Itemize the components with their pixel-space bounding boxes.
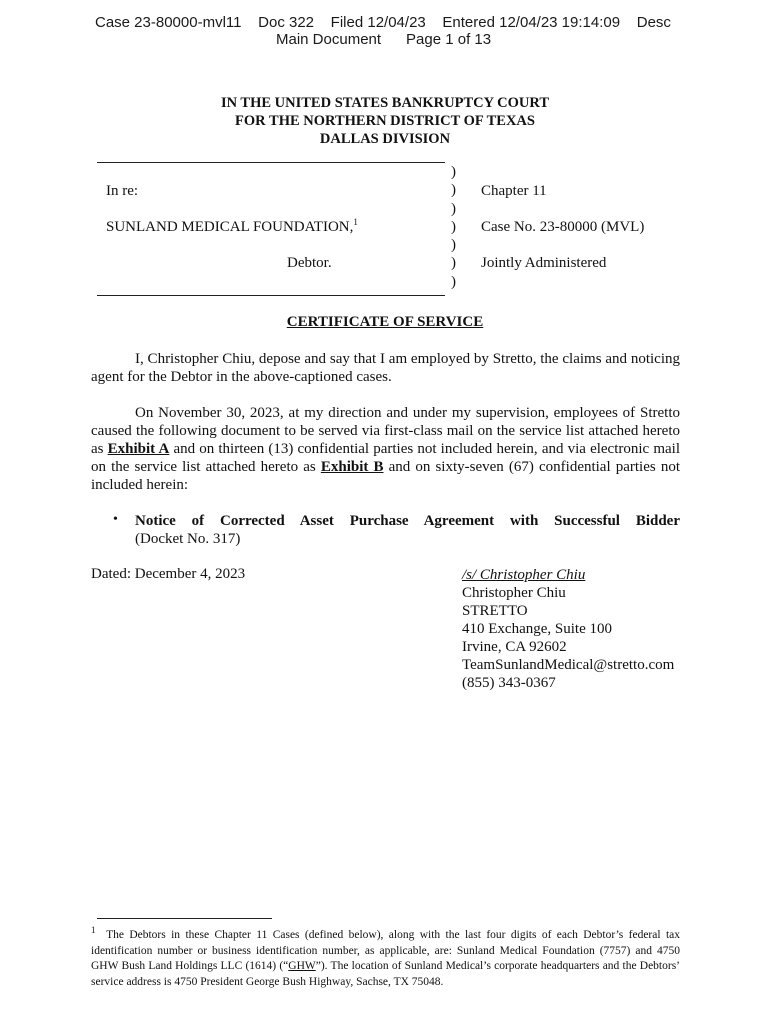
signer-address-line2: Irvine, CA 92602 (462, 639, 567, 655)
paragraph-1 (91, 350, 680, 386)
caption-chapter: Chapter 11 (481, 183, 547, 199)
caption-case-number: Case No. 23-80000 (MVL) (481, 219, 645, 235)
served-document-docket: (Docket No. 317) (135, 531, 241, 547)
bullet-icon: • (113, 512, 118, 527)
ecf-header-line1: Case 23-80000-mvl11 Doc 322 Filed 12/04/23 Entered 12/04/23 19:14:09 Desc (95, 14, 671, 31)
signer-company: STRETTO (462, 603, 528, 619)
debtor-name-text: SUNLAND MEDICAL FOUNDATION, (106, 219, 354, 235)
caption-paren: ) (451, 164, 456, 180)
court-heading-line3: DALLAS DIVISION (319, 131, 451, 147)
caption-paren-column (451, 163, 463, 291)
footnote (91, 925, 681, 990)
caption-top-rule (97, 162, 445, 163)
caption-in-re: In re: (106, 183, 139, 199)
signer-phone: (855) 343-0367 (462, 675, 556, 691)
footnote-marker: 1 (91, 925, 96, 936)
ecf-header-line2: Main Document Page 1 of 13 (276, 31, 492, 48)
served-document-title: Notice of Corrected Asset Purchase Agreement with Successful Bidder (135, 513, 680, 529)
court-heading-line2: FOR THE NORTHERN DISTRICT OF TEXAS (235, 113, 535, 129)
paragraph-2-part2: and on thirteen (13) confidential parties not included herein, and via electronic mail on the service list attached hereto as (91, 441, 680, 475)
signature-block (462, 566, 674, 692)
paragraph-2-part1: On November 30, 2023, at my direction and under my supervision, employees of Stretto caused the following document to be served via first-class mail on the service list attached hereto as (91, 405, 680, 457)
footnote-separator (97, 918, 272, 919)
paragraph-1-text: I, Christopher Chiu, depose and say that I am employed by Stretto, the claims and noticing agent for the Debtor in the above-captioned cases. (91, 351, 680, 385)
paragraph-2-part3: and on sixty-seven (67) confidential parties not included herein: (91, 459, 680, 493)
paragraph-2 (91, 404, 680, 494)
court-heading-line1: IN THE UNITED STATES BANKRUPTCY COURT (220, 95, 550, 111)
footnote-ref-marker: 1 (353, 217, 358, 227)
signer-email: TeamSunlandMedical@stretto.com (462, 657, 675, 673)
caption-paren: ) (451, 273, 456, 290)
exhibit-a-reference: Exhibit A (107, 441, 170, 457)
caption-paren: ) (451, 218, 456, 235)
signer-address-line1: 410 Exchange, Suite 100 (462, 621, 612, 637)
footnote-part1: The Debtors in these Chapter 11 Cases (defined below), along with the last four digits of each Debtor’s federal tax identification number or business identification number, as applicable, are: Sunland Medical Foundation (7757) and 4750 GHW Bush Land Holdings LLC (1614) (“ (91, 929, 680, 972)
caption-debtor-label: Debtor. (287, 255, 332, 271)
caption-paren: ) (451, 182, 456, 199)
caption-administration: Jointly Administered (481, 255, 607, 271)
caption-bottom-rule (97, 295, 445, 296)
dated-line: Dated: December 4, 2023 (91, 566, 246, 582)
footnote-ghw-term: GHW (288, 960, 316, 972)
signer-name: Christopher Chiu (462, 585, 566, 601)
caption-paren: ) (451, 237, 456, 254)
exhibit-b-reference: Exhibit B (320, 459, 384, 475)
document-title: CERTIFICATE OF SERVICE (286, 314, 484, 330)
paragraph-2-text (91, 404, 680, 494)
caption-paren: ) (451, 255, 456, 272)
electronic-signature: /s/ Christopher Chiu (462, 567, 586, 583)
served-document-item (135, 512, 680, 548)
footnote-part2: ”). The location of Sunland Medical’s corporate headquarters and the Debtors’ service address is 4750 President George Bush Highway, Sachse, TX 75048. (91, 960, 681, 988)
caption-debtor-name (106, 218, 358, 236)
caption-paren: ) (451, 200, 456, 217)
